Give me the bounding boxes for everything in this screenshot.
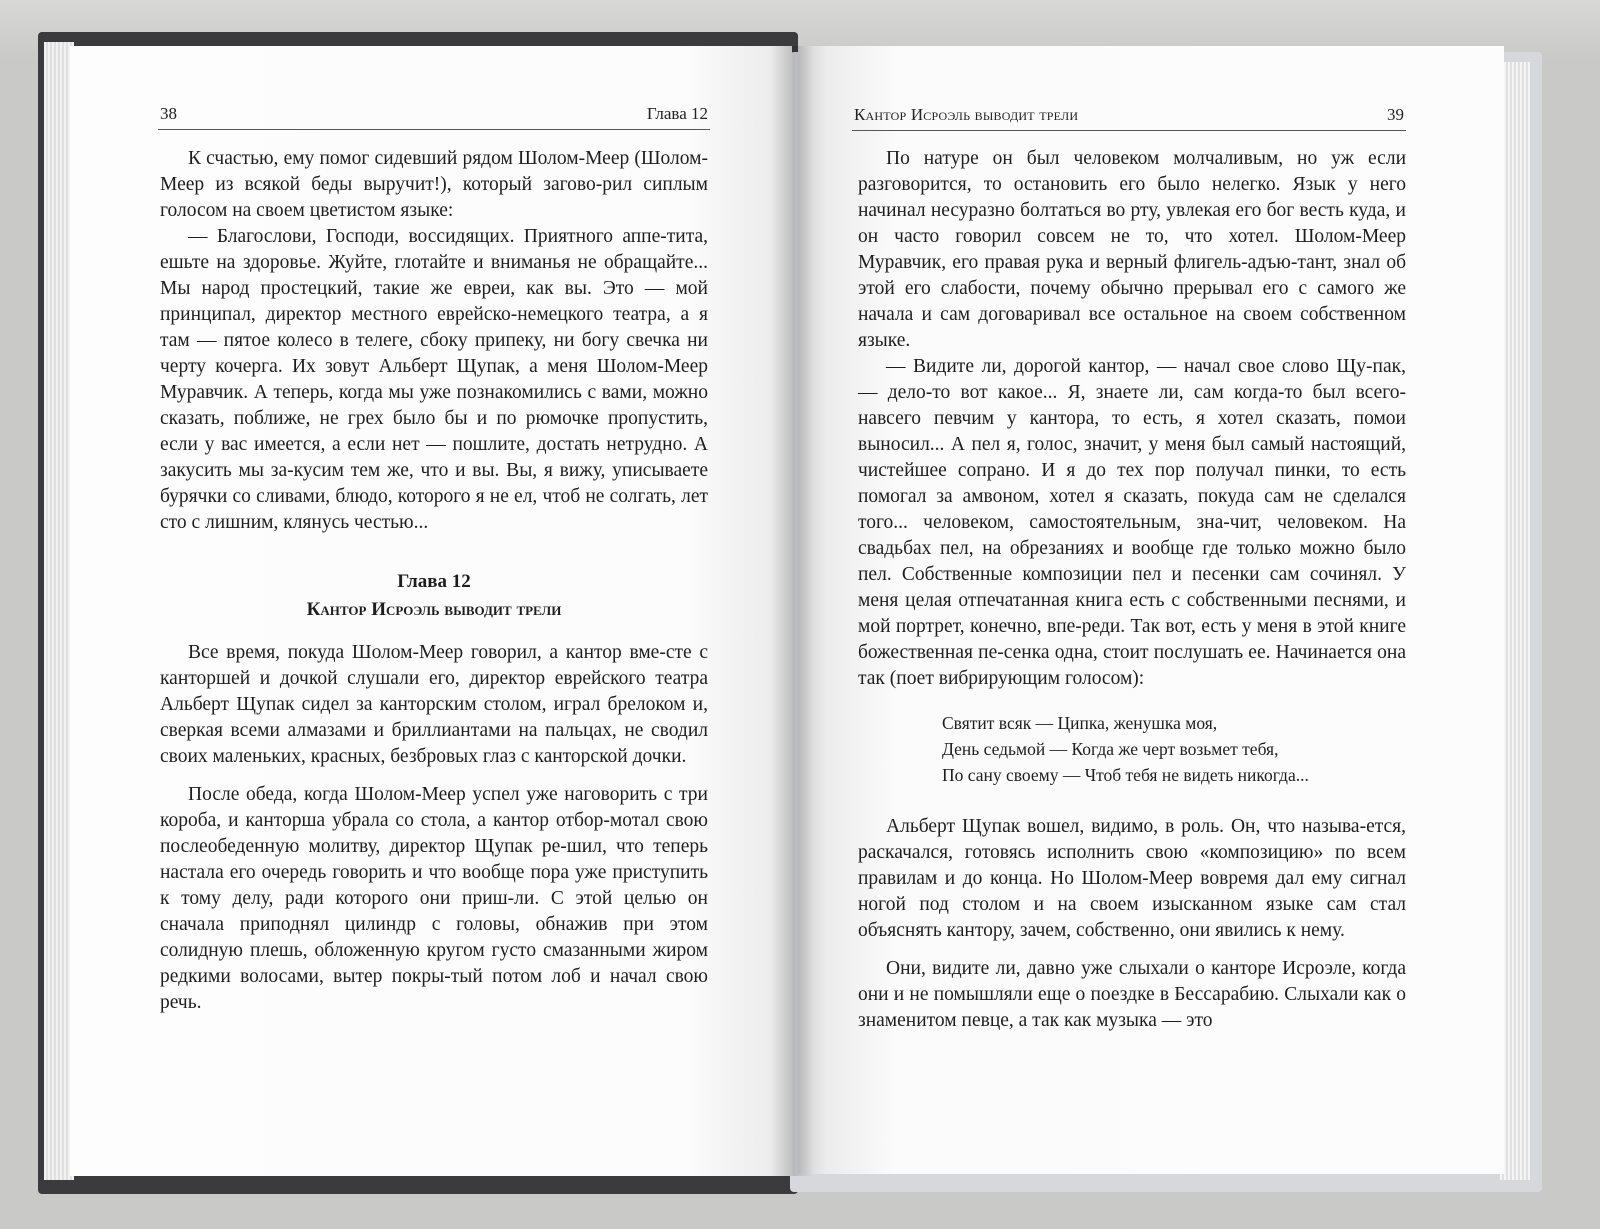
chapter-heading bbox=[160, 568, 708, 624]
header-rule bbox=[158, 129, 710, 130]
book-gutter-shadow bbox=[770, 46, 814, 1176]
paragraph: Они, видите ли, давно уже слыхали о канторе Исроэле, когда они и не помышляли еще о поездке в Бессарабию. Слыхали как о знаменитом певце, а так как музыка — это bbox=[858, 958, 1406, 1031]
poem-line: Святит всяк — Ципка, женушка моя, bbox=[942, 713, 1218, 733]
paragraph: Альберт Щупак вошел, видимо, в роль. Он, что называ-ется, раскачался, готовясь исполнить свою «композицию» по всем правилам и до конца. Но Шолом-Меер вовремя дал ему сигнал ногой под столом и на своем изысканном языке сам стал объяснять кантору, зачем, собственно, они явились к нему. bbox=[858, 816, 1406, 941]
page-number: 38 bbox=[160, 104, 177, 123]
running-head-title: Глава 12 bbox=[646, 104, 708, 123]
paragraph: — Благослови, Господи, воссидящих. Приятного аппе-тита, ешьте на здоровье. Жуйте, глотайте и вниманья не обращайте... Мы народ простецкий, такие же евреи, как вы. Это — мой принципал, директор местного еврейско-немецкого театра, а я там — пятое колесо в телеге, сбоку припеку, ни богу свечка ни черту кочерга. Их зовут Альберт Щупак, а меня Шолом-Меер Муравчик. А теперь, когда мы уже познакомились с вами, можно сказать, поближе, не грех было бы и по рюмочке пропустить, если у вас имеется, а если нет — пошлите, достать нетрудно. А закусить мы за-кусим тем же, что и вы. Вы, я вижу, уписываете бурячки со сливами, блюдо, которого я не ел, чтоб не солгать, лет сто с лишним, клянусь честью... bbox=[160, 226, 708, 533]
chapter-number: Глава 12 bbox=[397, 571, 471, 592]
right-text-block bbox=[858, 146, 1406, 1034]
paragraph: После обеда, когда Шолом-Меер успел уже наговорить с три короба, и канторша убрала со стола, а кантор отбор-мотал свою послеобеденную молитву, директор Щупак ре-шил, что теперь настала его очередь говорить и что вообще пора уже приступить к тому делу, ради которого они приш-ли. С этой целью он сначала приподнял цилиндр с головы, обнажив при этом солидную плешь, обложенную кругом густо смазанными жиром редкими волосами, вытер покры-тый потом лоб и начал свою речь. bbox=[160, 784, 708, 1013]
paragraph: Все время, покуда Шолом-Меер говорил, а кантор вме-сте с канторшей и дочкой слушали его, директор еврейского театра Альберт Щупак сидел за канторским столом, играл брелоком и, сверкая всеми алмазами и бриллиантами на пальцах, не сводил своих маленьких, красных, безбровых глаз с канторской дочки. bbox=[160, 642, 708, 767]
page-edges-right bbox=[1500, 62, 1530, 1180]
paragraph: По натуре он был человеком молчаливым, но уж если разговорится, то остановить его было нелегко. Язык у него начинал несуразно болтаться во рту, увлекая его бог весть куда, и он часто говорил совсем не то, что хотел. Шолом-Меер Муравчик, его правая рука и верный флигель-адъю-тант, знал об этой его слабости, почему обычно прерывал его с самого же начала и сам договаривал все остальное на своем собственном языке. bbox=[858, 148, 1406, 351]
poem-line: По сану своему — Чтоб тебя не видеть никогда... bbox=[942, 765, 1309, 785]
header-rule bbox=[852, 130, 1406, 131]
left-running-head bbox=[160, 104, 708, 124]
right-running-head bbox=[854, 105, 1404, 125]
paragraph: К счастью, ему помог сидевший рядом Шолом-Меер (Шолом-Меер из всякой беды выручит!), который загово-рил сиплым голосом на своем цветистом языке: bbox=[160, 148, 708, 221]
paragraph: — Видите ли, дорогой кантор, — начал свое слово Щу-пак, — дело-то вот какое... Я, знаете ли, сам когда-то был всего-навсего певчим у кантора, то есть, я хотел сказать, помои выносил... А пел я, голос, значит, у меня был самый настоящий, чистейшее сопрано. И я до тех пор получал пинки, то есть помогал за амвоном, хотел я сказать, покуда сам не сделался того... человеком, самостоятельным, зна-чит, человеком. На свадьбах пел, на обрезаниях и вообще где только можно было пел. Собственные композиции пел и песенки сам сочинял. У меня целая отпечатанная книга есть с собственными песнями, и мой портрет, конечно, впе-реди. Так вот, есть у меня в этой книге божественная пе-сенка одна, стоит послушать ее. Начинается она так (поет вибрирующим голосом): bbox=[858, 356, 1406, 689]
running-head-title: Кантор Исроэль выводит трели bbox=[854, 105, 1079, 124]
chapter-title: Кантор Исроэль выводит трели bbox=[306, 599, 562, 620]
left-page bbox=[70, 46, 792, 1176]
left-text-block bbox=[160, 146, 708, 1016]
poem-line: День седьмой — Когда же черт возьмет тебя, bbox=[942, 739, 1279, 759]
right-page bbox=[798, 46, 1504, 1174]
poem-block bbox=[942, 710, 1406, 788]
page-number: 39 bbox=[1387, 105, 1404, 124]
